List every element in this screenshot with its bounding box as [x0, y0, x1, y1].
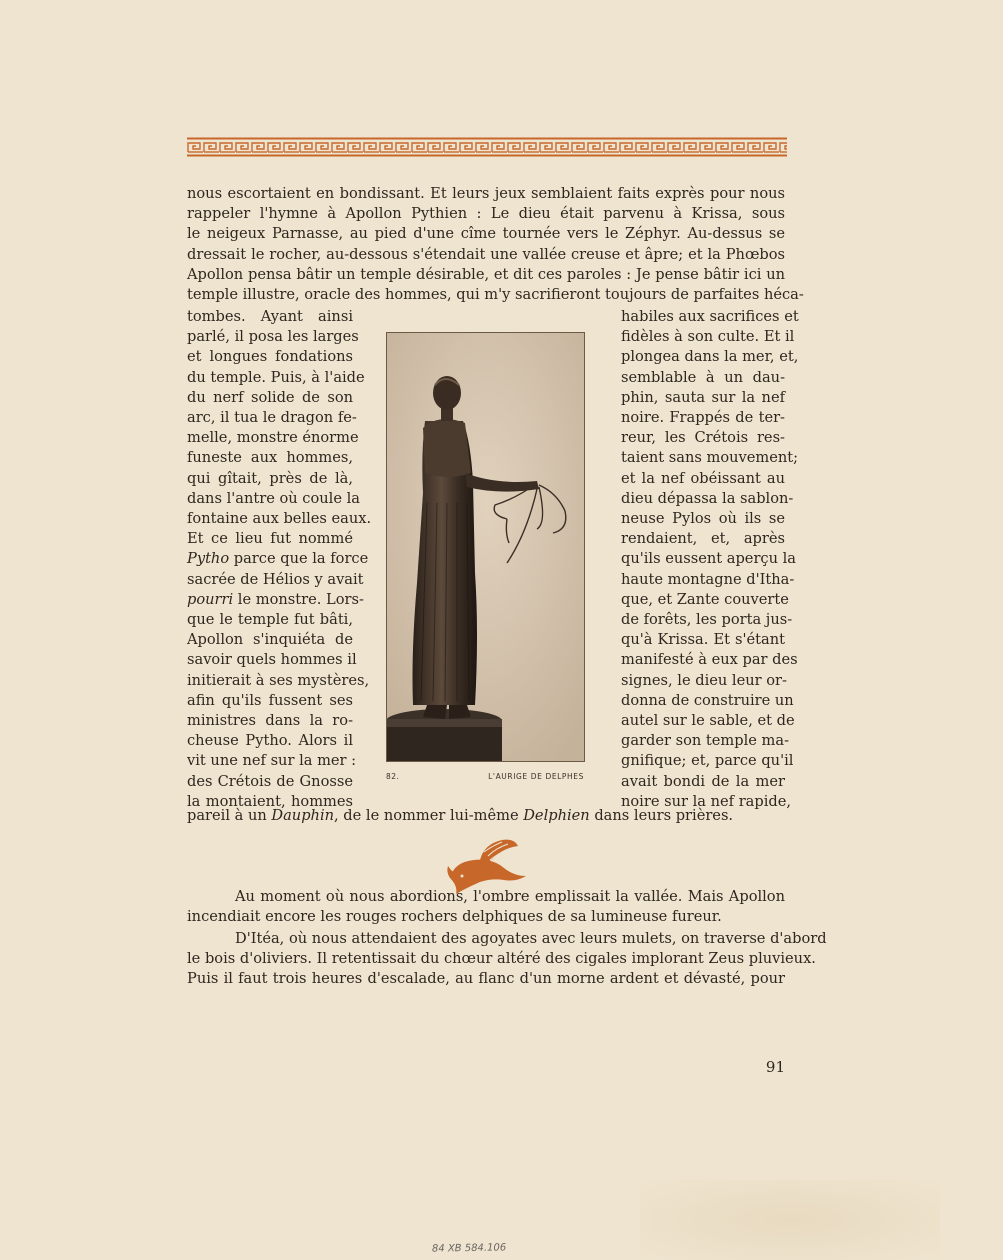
text-line: qui gîtait, près de là, [187, 469, 353, 487]
text-line: et longues fondations [187, 348, 353, 366]
figure-caption: L'AURIGE DE DELPHES [488, 772, 584, 781]
bottom-paragraph-1 [187, 887, 785, 927]
text-line: habiles aux sacrifices et [621, 308, 799, 325]
text-line: Puis il faut trois heures d'escalade, au flanc d'un morne ardent et dévasté, pour [187, 970, 785, 988]
page-number: 91 [765, 1058, 785, 1076]
text-line: Apollon pensa bâtir un temple désirable, et dit ces paroles : Je pense bâtir ici un [187, 265, 785, 283]
text-line: D'Itéa, où nous attendaient des agoyates avec leurs mulets, on traverse d'abord [235, 930, 827, 947]
text-line: gnifique; et, parce qu'il [621, 752, 794, 770]
text-line: cheuse Pytho. Alors il [187, 732, 353, 750]
text-line: noire. Frappés de ter- [621, 409, 785, 427]
text-line: savoir quels hommes il [187, 651, 357, 669]
text-fragment: pareil à un [187, 807, 272, 824]
text-line: manifesté à eux par des [621, 651, 798, 669]
text-line: temple illustre, oracle des hommes, qui m'y sacrifieront toujours de parfaites héca- [187, 286, 804, 304]
text-line: autel sur le sable, et de [621, 712, 795, 730]
text-line: signes, le dieu leur or- [621, 671, 787, 689]
text-line: funeste aux hommes, [187, 449, 353, 467]
text-line: noire sur la nef rapide, [621, 792, 791, 810]
text-line: fontaine aux belles eaux. [187, 510, 372, 528]
text-line: haute montagne d'Itha- [621, 570, 795, 588]
text-line: donna de construire un [621, 691, 794, 709]
text-line: qu'ils eussent aperçu la [621, 550, 797, 568]
text-line: afin qu'ils fussent ses [187, 691, 353, 709]
text-line: que le temple fut bâti, [187, 611, 353, 629]
text-line: incendiait encore les rouges rochers delphiques de sa lumineuse fureur. [187, 908, 722, 926]
left-text-column [187, 307, 372, 812]
text-line: garder son temple ma- [621, 732, 790, 750]
text-line: tombes. Ayant ainsi [187, 308, 353, 325]
italic-word: Dauphin [271, 807, 335, 824]
text-line: dieu dépassa la sablon- [621, 489, 794, 507]
text-line: reur, les Crétois res- [621, 429, 785, 447]
text-line: plongea dans la mer, et, [621, 348, 799, 366]
text-line: nous escortaient en bondissant. Et leurs jeux semblaient faits exprès pour nous [187, 185, 785, 202]
text-line: ministres dans la ro- [187, 712, 353, 730]
text-line: sacrée de Hélios y avait [187, 570, 364, 588]
text-fragment: parce que la force [233, 550, 369, 568]
text-line: avait bondi de la mer [621, 772, 785, 790]
text-line: du temple. Puis, à l'aide [187, 368, 365, 386]
text-line: dans l'antre où coule la [187, 489, 360, 507]
text-line: rendaient, et, après [621, 530, 785, 548]
bottom-paragraph-2 [187, 929, 827, 990]
text-line: des Crétois de Gnosse [187, 772, 353, 790]
closing-line [187, 806, 785, 826]
text-line: vit une nef sur la mer : [187, 752, 357, 770]
text-fragment: le monstre. Lors- [237, 590, 364, 608]
text-line: la montaient, hommes [187, 792, 353, 810]
text-line [187, 549, 369, 569]
text-line: neuse Pylos où ils se [621, 510, 785, 528]
text-line: du nerf solide de son [187, 388, 353, 406]
text-line: arc, il tua le dragon fe- [187, 409, 357, 427]
text-line [187, 806, 785, 826]
top-paragraph [187, 184, 804, 305]
text-line: Apollon s'inquiéta de [187, 631, 353, 649]
figure-number: 82. [386, 772, 400, 781]
text-line: et la nef obéissant au [621, 469, 785, 487]
charioteer-photograph [386, 332, 585, 762]
text-line: semblable à un dau- [621, 368, 785, 386]
text-line: initierait à ses mystères, [187, 671, 370, 689]
italic-word: Pytho [187, 550, 230, 568]
text-line: Et ce lieu fut nommé [187, 530, 353, 548]
text-line: taient sans mouvement; [621, 449, 799, 467]
charioteer-statue-illustration [387, 333, 585, 762]
right-text-column [621, 307, 799, 812]
text-line: que, et Zante couverte [621, 590, 789, 608]
text-line: Au moment où nous abordions, l'ombre emplissait la vallée. Mais Apollon [235, 888, 785, 905]
italic-word: Delphien [523, 807, 590, 824]
text-line: parlé, il posa les larges [187, 328, 359, 346]
text-fragment: , de le nommer lui-même [334, 807, 524, 824]
paper-stain [640, 1180, 940, 1260]
library-shelfmark: 84 XB 584.106 [431, 1242, 507, 1255]
text-line: le bois d'oliviers. Il retentissait du chœur altéré des cigales implorant Zeus pluvieux. [187, 950, 816, 968]
text-line: qu'à Krissa. Et s'étant [621, 631, 785, 649]
text-line: fidèles à son culte. Et il [621, 328, 795, 346]
text-line: dressait le rocher, au-dessous s'étendait une vallée creuse et âpre; et la Phœbos [187, 245, 785, 263]
text-line [187, 590, 364, 610]
text-line: melle, monstre énorme [187, 429, 359, 447]
text-line: rappeler l'hymne à Apollon Pythien : Le dieu était parvenu à Krissa, sous [187, 205, 785, 223]
text-line: le neigeux Parnasse, au pied d'une cîme tournée vers le Zéphyr. Au-dessus se [187, 225, 785, 243]
italic-word: pourri [187, 590, 234, 608]
greek-key-frieze [187, 137, 787, 157]
text-line: de forêts, les porta jus- [621, 611, 793, 629]
text-line: phin, sauta sur la nef [621, 388, 785, 406]
text-fragment: dans leurs prières. [589, 807, 734, 824]
